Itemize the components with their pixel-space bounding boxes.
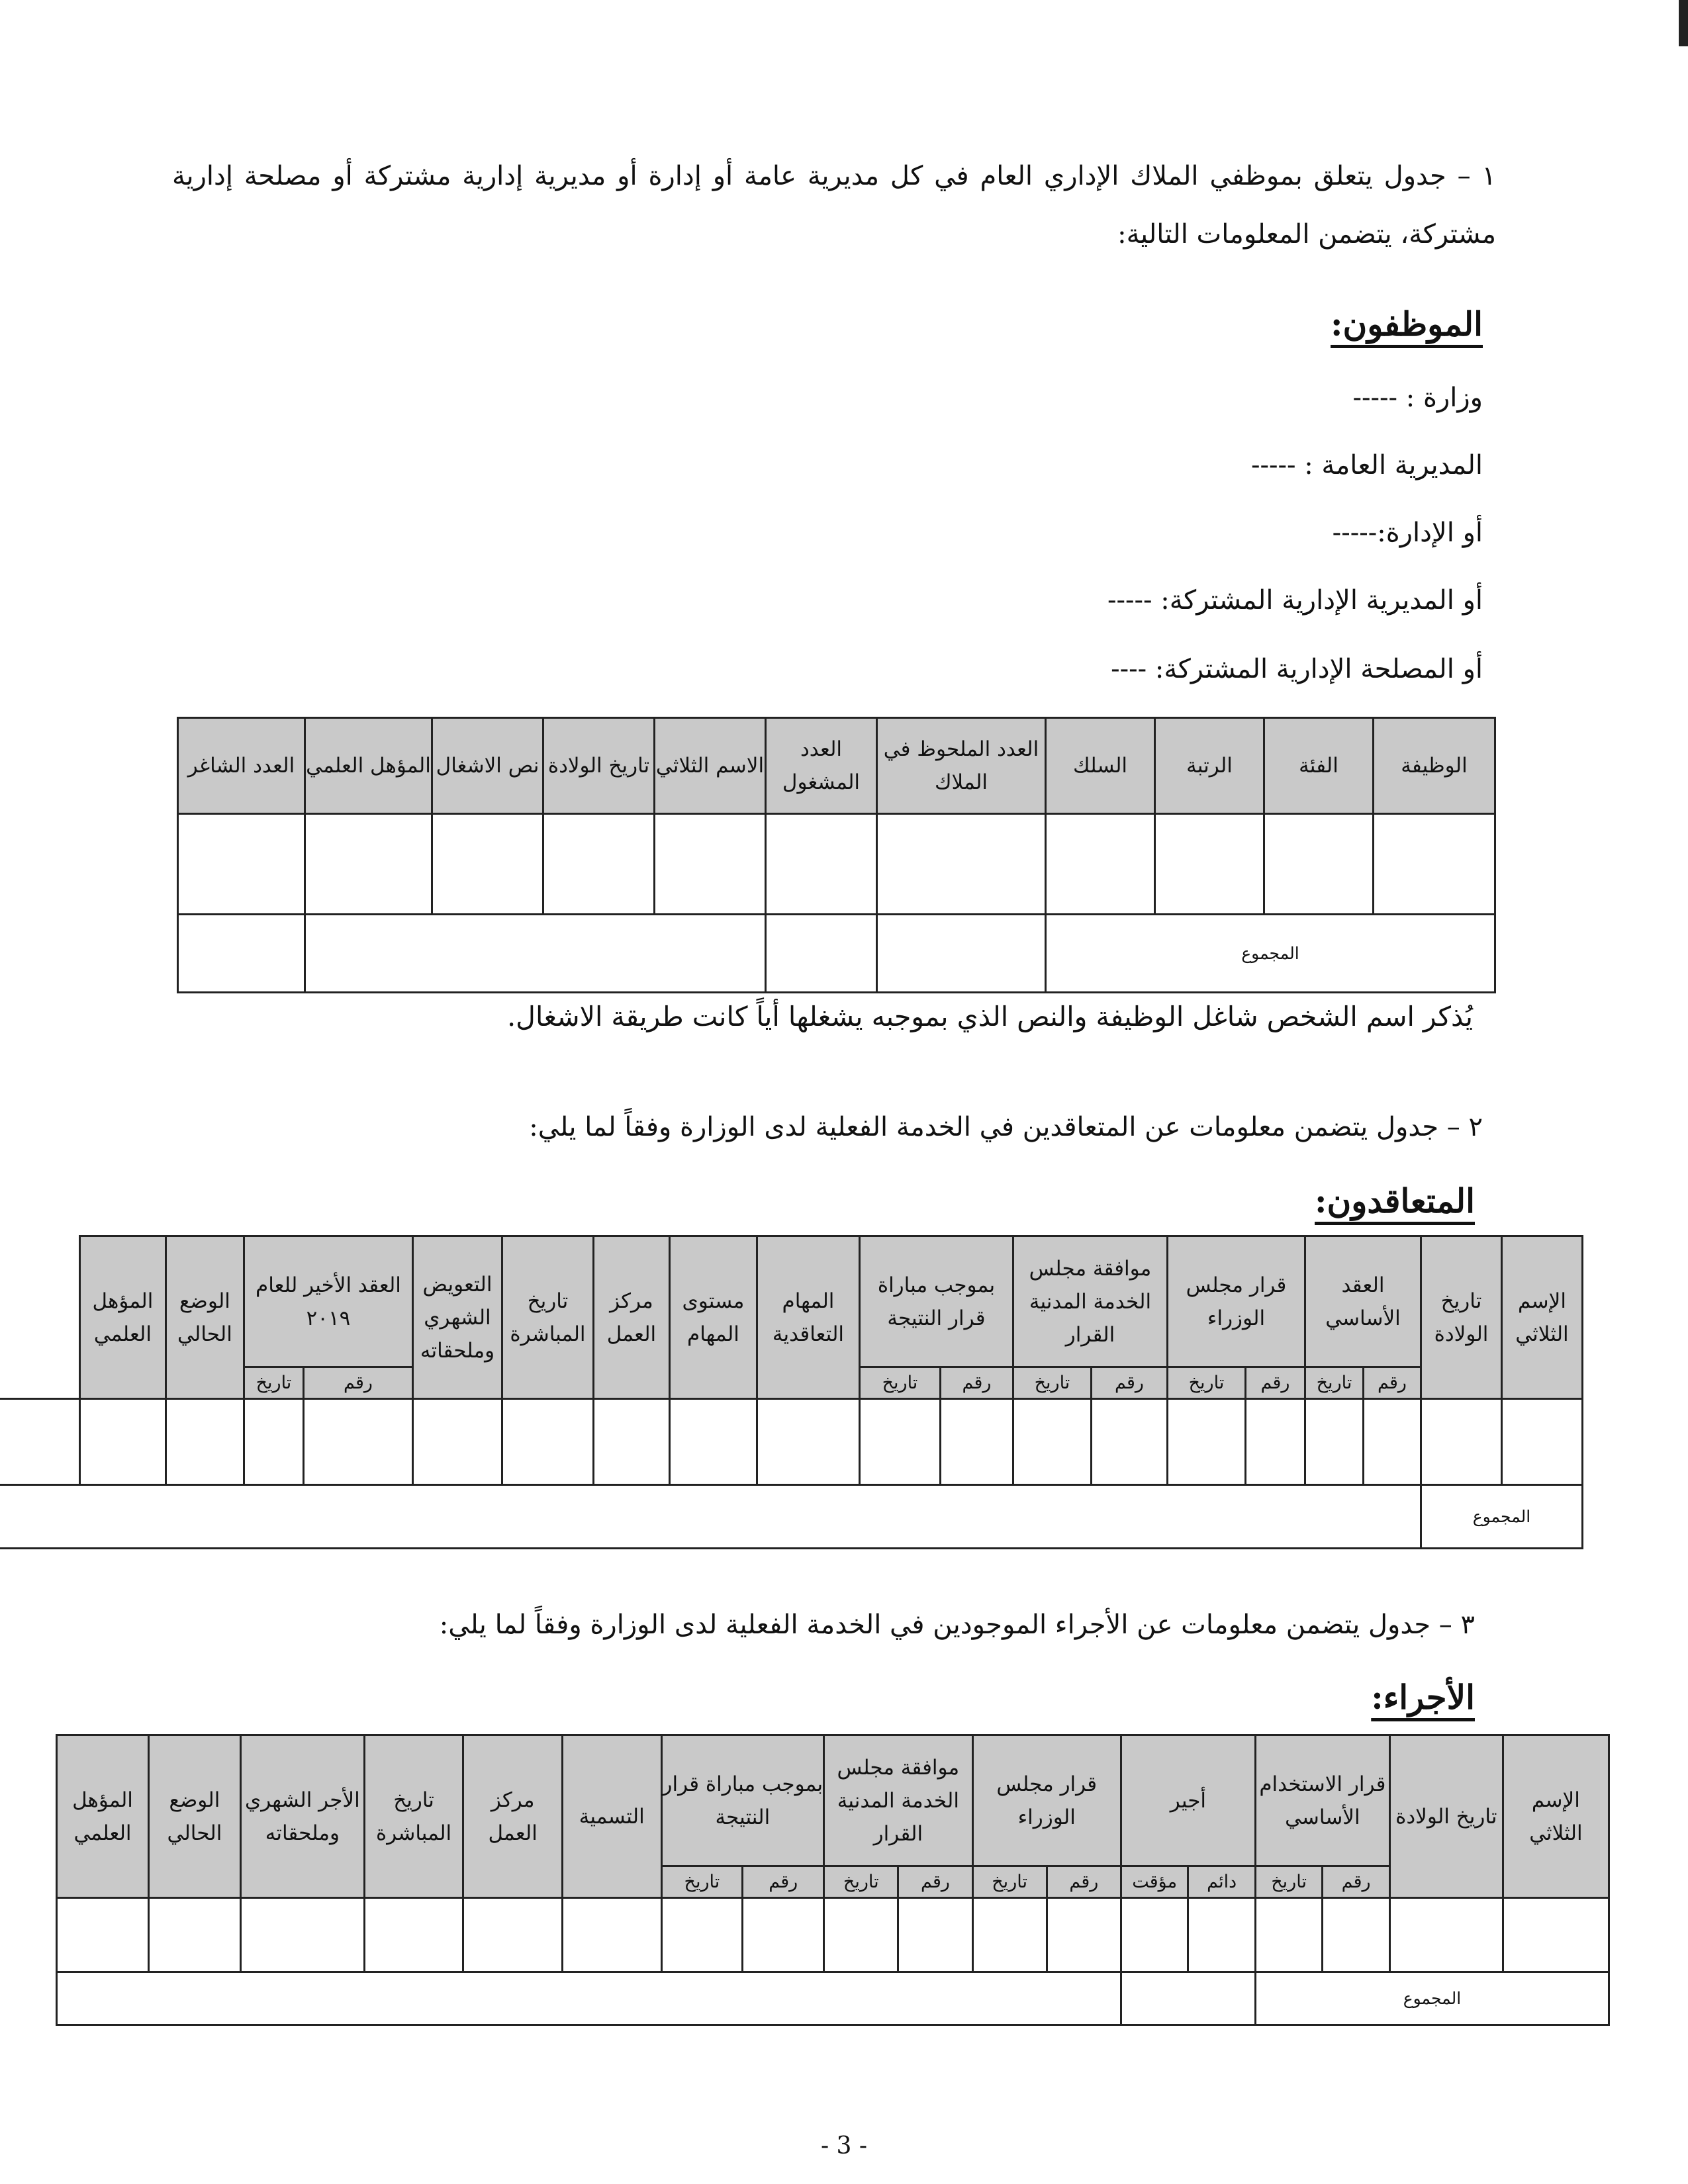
sub-number: رقم: [1091, 1367, 1167, 1399]
field-joint-directorate: أو المديرية الإدارية المشتركة: -----: [1107, 585, 1483, 615]
cell: [1121, 1972, 1255, 2025]
section1-heading: الموظفون:: [1331, 304, 1483, 343]
col-work-center: مركز العمل: [463, 1735, 563, 1898]
cell: [364, 1898, 463, 1972]
col-vacant-count: العدد الشاغر: [178, 718, 305, 814]
cell: [502, 1399, 593, 1485]
section2-intro: ٢ – جدول يتضمن معلومات عن المتعاقدين في الخدمة الفعلية لدى الوزارة وفقاً لما يلي:: [529, 1112, 1483, 1142]
field-general-directorate: المديرية العامة : -----: [1250, 450, 1483, 480]
sub-date: تاريخ: [661, 1866, 743, 1898]
page-number: - 3 -: [820, 2132, 868, 2160]
col-current-status: الوضع الحالي: [165, 1236, 244, 1399]
cell: [305, 915, 766, 993]
col-birth-date: تاريخ الولادة: [1421, 1236, 1502, 1399]
total-label: المجموع: [1046, 915, 1495, 993]
col-qualification: المؤهل العلمي: [57, 1735, 149, 1898]
cell: [669, 1399, 757, 1485]
cell: [562, 1898, 661, 1972]
cell: [432, 814, 543, 915]
total-label: المجموع: [1255, 1972, 1609, 2025]
sub-number: رقم: [1245, 1367, 1305, 1399]
col-birth-date: تاريخ الولادة: [1389, 1735, 1503, 1898]
col-qualification: المؤهل العلمي: [305, 718, 432, 814]
scan-edge-mark: [1679, 0, 1688, 46]
col-full-name: الاسم الثلاثي: [655, 718, 766, 814]
employees-total-row: [178, 915, 1495, 993]
col-current-status: الوضع الحالي: [148, 1735, 240, 1898]
col-exam-result: بموجب مباراة قرار النتيجة: [859, 1236, 1013, 1367]
sub-number: رقم: [1364, 1367, 1421, 1399]
col-contract-tasks: المهام التعاقدية: [757, 1236, 859, 1399]
wage-earners-total-row: [57, 1972, 1609, 2025]
sub-number: رقم: [1323, 1866, 1389, 1898]
cell: [766, 915, 877, 993]
col-start-date: تاريخ المباشرة: [364, 1735, 463, 1898]
sub-date: تاريخ: [1305, 1367, 1363, 1399]
col-appointment-text: نص الاشغال: [432, 718, 543, 814]
cell: [743, 1898, 824, 1972]
cell: [1502, 1399, 1583, 1485]
col-job: الوظيفة: [1374, 718, 1495, 814]
cell: [244, 1399, 303, 1485]
cell: [1374, 814, 1495, 915]
sub-temporary: مؤقت: [1121, 1866, 1188, 1898]
cell: [593, 1399, 669, 1485]
wage-earners-data-row: [57, 1898, 1609, 1972]
col-work-center: مركز العمل: [593, 1236, 669, 1399]
col-monthly-compensation: التعويض الشهري وملحقاته: [412, 1236, 502, 1399]
cell: [1421, 1399, 1502, 1485]
total-label: المجموع: [1421, 1485, 1583, 1549]
col-qualification: المؤهل العلمي: [79, 1236, 165, 1399]
cell: [178, 814, 305, 915]
field-joint-department: أو المصلحة الإدارية المشتركة: ----: [1111, 654, 1483, 684]
col-full-name: الإسم الثلاثي: [1502, 1236, 1583, 1399]
col-base-contract: العقد الأساسي: [1305, 1236, 1421, 1367]
cell: [305, 814, 432, 915]
contractors-table: [0, 1235, 1583, 1549]
cell: [972, 1898, 1047, 1972]
employees-header-row: [178, 718, 1495, 814]
cell: [757, 1399, 859, 1485]
col-category: الفئة: [1264, 718, 1374, 814]
sub-number: رقم: [898, 1866, 972, 1898]
sub-number: رقم: [1047, 1866, 1121, 1898]
cell: [661, 1898, 743, 1972]
sub-permanent: دائم: [1188, 1866, 1255, 1898]
field-ministry: وزارة : -----: [1352, 383, 1483, 413]
cell: [1503, 1898, 1609, 1972]
cell: [1121, 1898, 1188, 1972]
sub-date: تاريخ: [1013, 1367, 1091, 1399]
cell: [57, 1972, 1121, 2025]
cell: [824, 1898, 898, 1972]
col-occupied-count: العدد المشغول: [766, 718, 877, 814]
section3-heading: الأجراء:: [1371, 1678, 1475, 1717]
cell: [1167, 1399, 1245, 1485]
cell: [1255, 1898, 1323, 1972]
cell: [1305, 1399, 1363, 1485]
contractors-header-row: [0, 1236, 1583, 1367]
cell: [1264, 814, 1374, 915]
col-exam-result: بموجب مباراة قرار النتيجة: [661, 1735, 824, 1866]
cell: [1047, 1898, 1121, 1972]
contractors-data-row: [0, 1399, 1583, 1485]
col-employment-decision: قرار الاستخدام الأساسي: [1255, 1735, 1389, 1866]
cell: [165, 1399, 244, 1485]
cell: [543, 814, 655, 915]
section1-note: يُذكر اسم الشخص شاغل الوظيفة والنص الذي بموجبه يشغلها أياً كانت طريقة الاشغال.: [507, 1001, 1473, 1032]
cell: [57, 1898, 149, 1972]
col-cabinet-decision: قرار مجلس الوزراء: [972, 1735, 1121, 1866]
col-last-contract: العقد الأخير للعام ٢٠١٩: [244, 1236, 412, 1367]
cell: [1188, 1898, 1255, 1972]
cell: [148, 1898, 240, 1972]
cell: [79, 1399, 165, 1485]
col-rank: الرتبة: [1155, 718, 1264, 814]
sub-date: تاريخ: [859, 1367, 940, 1399]
cell: [178, 915, 305, 993]
cell: [0, 1485, 1421, 1549]
cell: [1364, 1399, 1421, 1485]
col-start-date: تاريخ المباشرة: [502, 1236, 593, 1399]
section1-intro: ١ – جدول يتعلق بموظفي الملاك الإداري العام في كل مديرية عامة أو إدارة أو مديرية إدارية مشتركة أو مصلحة إدارية مشتركة، يتضمن المعلومات التالية:: [172, 161, 1496, 250]
col-corps: السلك: [1046, 718, 1155, 814]
sub-number: رقم: [303, 1367, 412, 1399]
cell: [1155, 814, 1264, 915]
cell: [898, 1898, 972, 1972]
cell: [1389, 1898, 1503, 1972]
cell: [1091, 1399, 1167, 1485]
cell: [877, 915, 1046, 993]
cell: [412, 1399, 502, 1485]
contractors-total-row: [0, 1485, 1583, 1549]
sub-date: تاريخ: [244, 1367, 303, 1399]
cell: [877, 814, 1046, 915]
sub-date: تاريخ: [824, 1866, 898, 1898]
field-administration: أو الإدارة:-----: [1332, 518, 1483, 548]
cell: [1046, 814, 1155, 915]
section2-heading: المتعاقدون:: [1315, 1181, 1475, 1220]
col-cabinet-decision: قرار مجلس الوزراء: [1167, 1236, 1305, 1367]
cell: [766, 814, 877, 915]
wage-earners-table: [56, 1734, 1610, 2026]
sub-date: تاريخ: [972, 1866, 1047, 1898]
cell: [859, 1399, 940, 1485]
sub-date: تاريخ: [1255, 1866, 1323, 1898]
employees-table: [177, 717, 1496, 993]
cell: [655, 814, 766, 915]
sub-date: تاريخ: [1167, 1367, 1245, 1399]
col-csb-approval: موافقة مجلس الخدمة المدنية القرار: [824, 1735, 972, 1866]
col-title: التسمية: [562, 1735, 661, 1898]
cell: [1245, 1399, 1305, 1485]
col-task-level: مستوى المهام: [669, 1236, 757, 1399]
sub-number: رقم: [743, 1866, 824, 1898]
col-wage-earner-type: أجير: [1121, 1735, 1255, 1866]
col-planned-count: العدد الملحوظ في الملاك: [877, 718, 1046, 814]
cell: [0, 1399, 79, 1485]
sub-number: رقم: [940, 1367, 1013, 1399]
col-birth-date: تاريخ الولادة: [543, 718, 655, 814]
cell: [303, 1399, 412, 1485]
cell: [240, 1898, 364, 1972]
cell: [1013, 1399, 1091, 1485]
employees-data-row: [178, 814, 1495, 915]
col-csb-approval: موافقة مجلس الخدمة المدنية القرار: [1013, 1236, 1167, 1367]
cell: [1323, 1898, 1389, 1972]
cell: [463, 1898, 563, 1972]
section3-intro: ٣ – جدول يتضمن معلومات عن الأجراء الموجودين في الخدمة الفعلية لدى الوزارة وفقاً لما يلي:: [439, 1610, 1475, 1640]
cell: [940, 1399, 1013, 1485]
col-monthly-wage: الأجر الشهري وملحقاته: [240, 1735, 364, 1898]
col-full-name: الإسم الثلاثي: [1503, 1735, 1609, 1898]
wage-earners-header-row: [57, 1735, 1609, 1866]
